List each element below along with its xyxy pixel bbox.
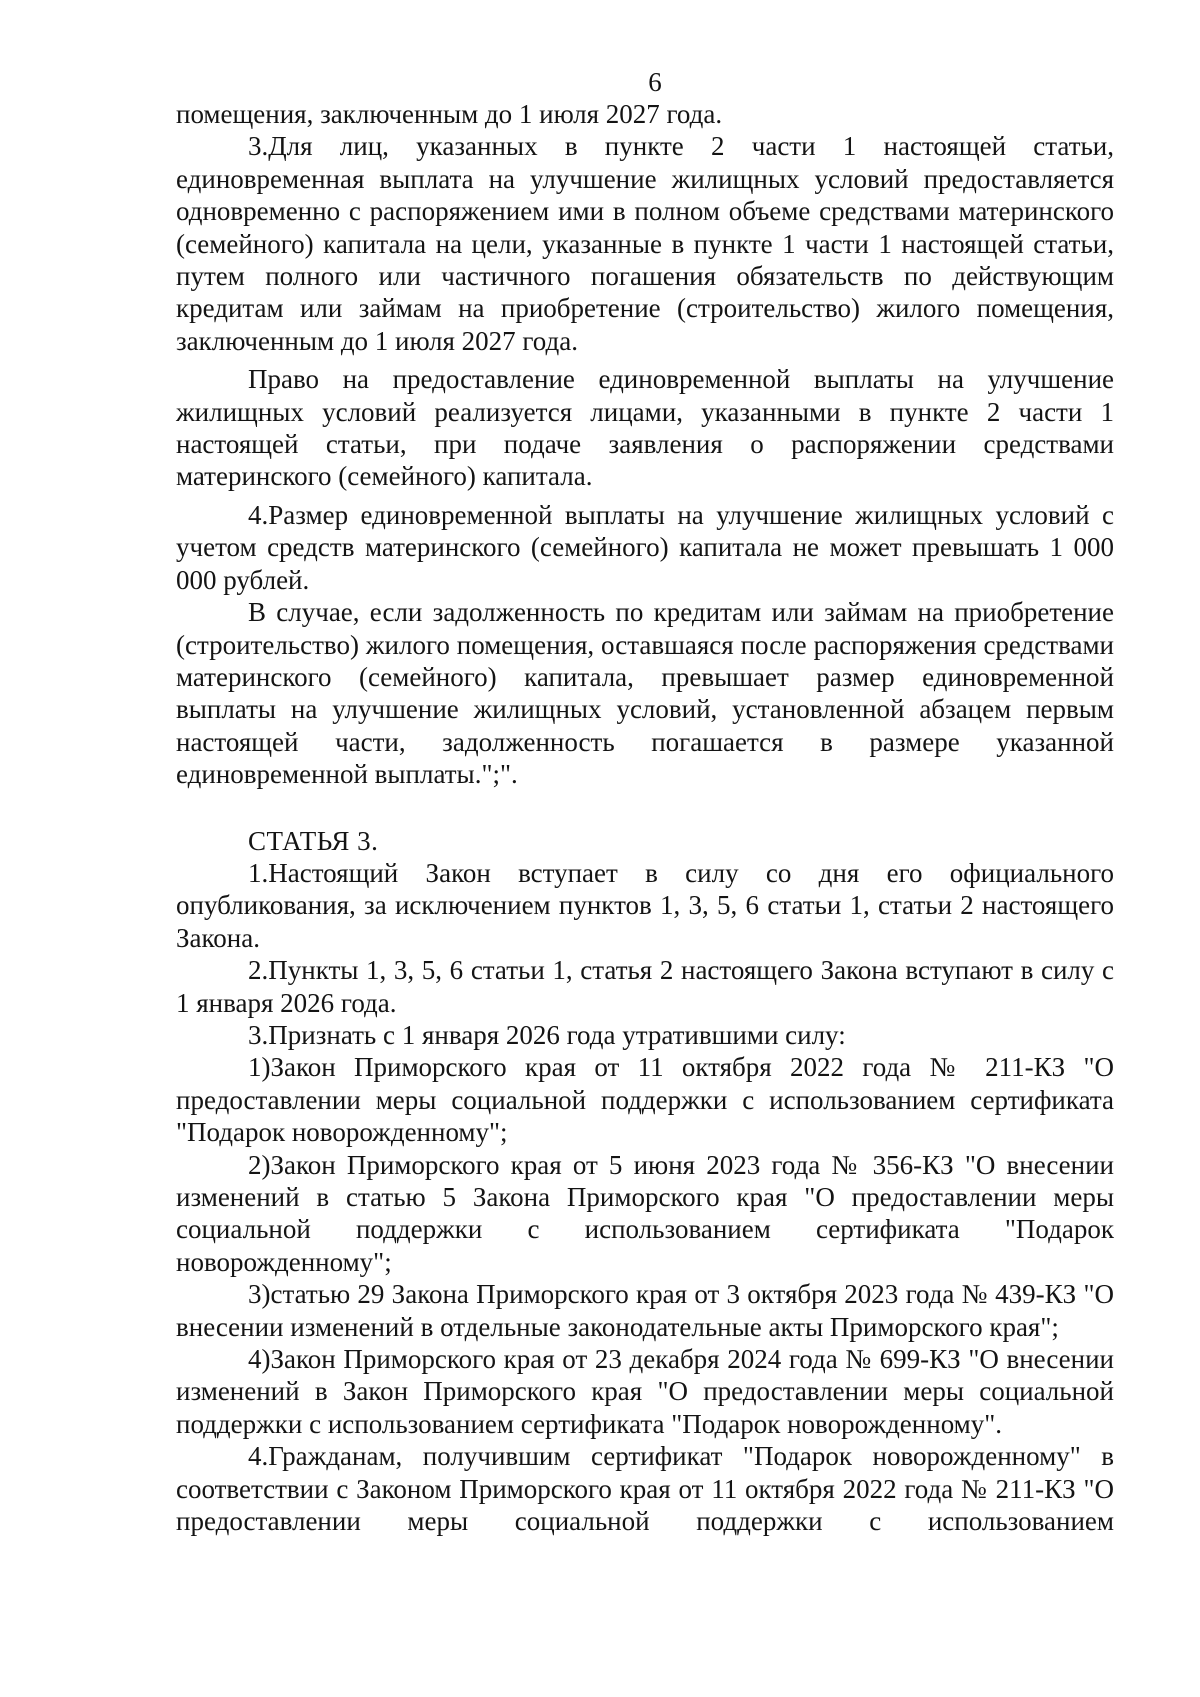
paragraph-article-3-part-3: 3.Признать с 1 января 2026 года утратившими силу: <box>248 1019 846 1050</box>
paragraph-part-4: 4.Размер единовременной выплаты на улучшение жилищных условий с учетом средств материнского (семейного) капитала не может превышать 1 000 000 рублей. <box>176 499 1114 595</box>
list-item-repealed-law-2: 2)Закон Приморского края от 5 июня 2023 года № 356-КЗ "О внесении изменений в статью 5 Закона Приморского края "О предоставлении меры социальной поддержки с использованием сертификата "Подарок новорожденному"; <box>176 1149 1114 1277</box>
paragraph-debt-case: В случае, если задолженность по кредитам или займам на приобретение (строительство) жилого помещения, оставшаяся после распоряжения средствами материнского (семейного) капитала, превышает размер единовременной выплаты на улучшение жилищных условий, установленной абзацем первым настоящей части, задолженность погашается в размере указанной единовременной выплаты.";". <box>176 597 1114 790</box>
paragraph-article-3-part-4: 4.Гражданам, получившим сертификат "Подарок новорожденному" в соответствии с Законом Приморского края от 11 октября 2022 года № 211-КЗ "О предоставлении меры социальной поддержки с использованием <box>176 1441 1114 1537</box>
list-item-repealed-law-4: 4)Закон Приморского края от 23 декабря 2024 года № 699-КЗ "О внесении изменений в Закон Приморского края "О предоставлении меры социальной поддержки с использованием сертификата "Подарок новорожденному". <box>176 1344 1114 1439</box>
list-item-repealed-law-3: 3)статью 29 Закона Приморского края от 3 октября 2023 года № 439-КЗ "О внесении изменений в отдельные законодательные акты Приморского края"; <box>176 1279 1114 1342</box>
paragraph-article-3-part-2: 2.Пункты 1, 3, 5, 6 статьи 1, статья 2 настоящего Закона вступают в силу с 1 января 2026 года. <box>176 955 1114 1018</box>
document-body <box>176 98 1114 1537</box>
paragraph-right-to-payment: Право на предоставление единовременной выплаты на улучшение жилищных условий реализуется лицами, указанными в пункте 2 части 1 настоящей статьи, при подаче заявления о распоряжении средствами материнского (семейного) капитала. <box>176 364 1114 492</box>
paragraph-continuation: помещения, заключенным до 1 июля 2027 года. <box>176 99 723 129</box>
paragraph-article-3-part-1: 1.Настоящий Закон вступает в силу со дня его официального опубликования, за исключением пунктов 1, 3, 5, 6 статьи 1, статьи 2 настоящего Закона. <box>176 857 1114 953</box>
list-item-repealed-law-1: 1)Закон Приморского края от 11 октября 2022 года № 211-КЗ "О предоставлении меры социальной поддержки с использованием сертификата "Подарок новорожденному"; <box>176 1052 1114 1148</box>
paragraph-part-3: 3.Для лиц, указанных в пункте 2 части 1 настоящей статьи, единовременная выплата на улучшение жилищных условий предоставляется одновременно с распоряжением ими в полном объеме средствами материнского (семейного) капитала на цели, указанные в пункте 1 части 1 настоящей статьи, путем полного или частичного погашения обязательств по действующим кредитам или займам на приобретение (строительство) жилого помещения, заключенным до 1 июля 2027 года. <box>176 131 1114 356</box>
article-3-heading: СТАТЬЯ 3. <box>248 825 379 856</box>
page-number: 6 <box>648 67 662 97</box>
